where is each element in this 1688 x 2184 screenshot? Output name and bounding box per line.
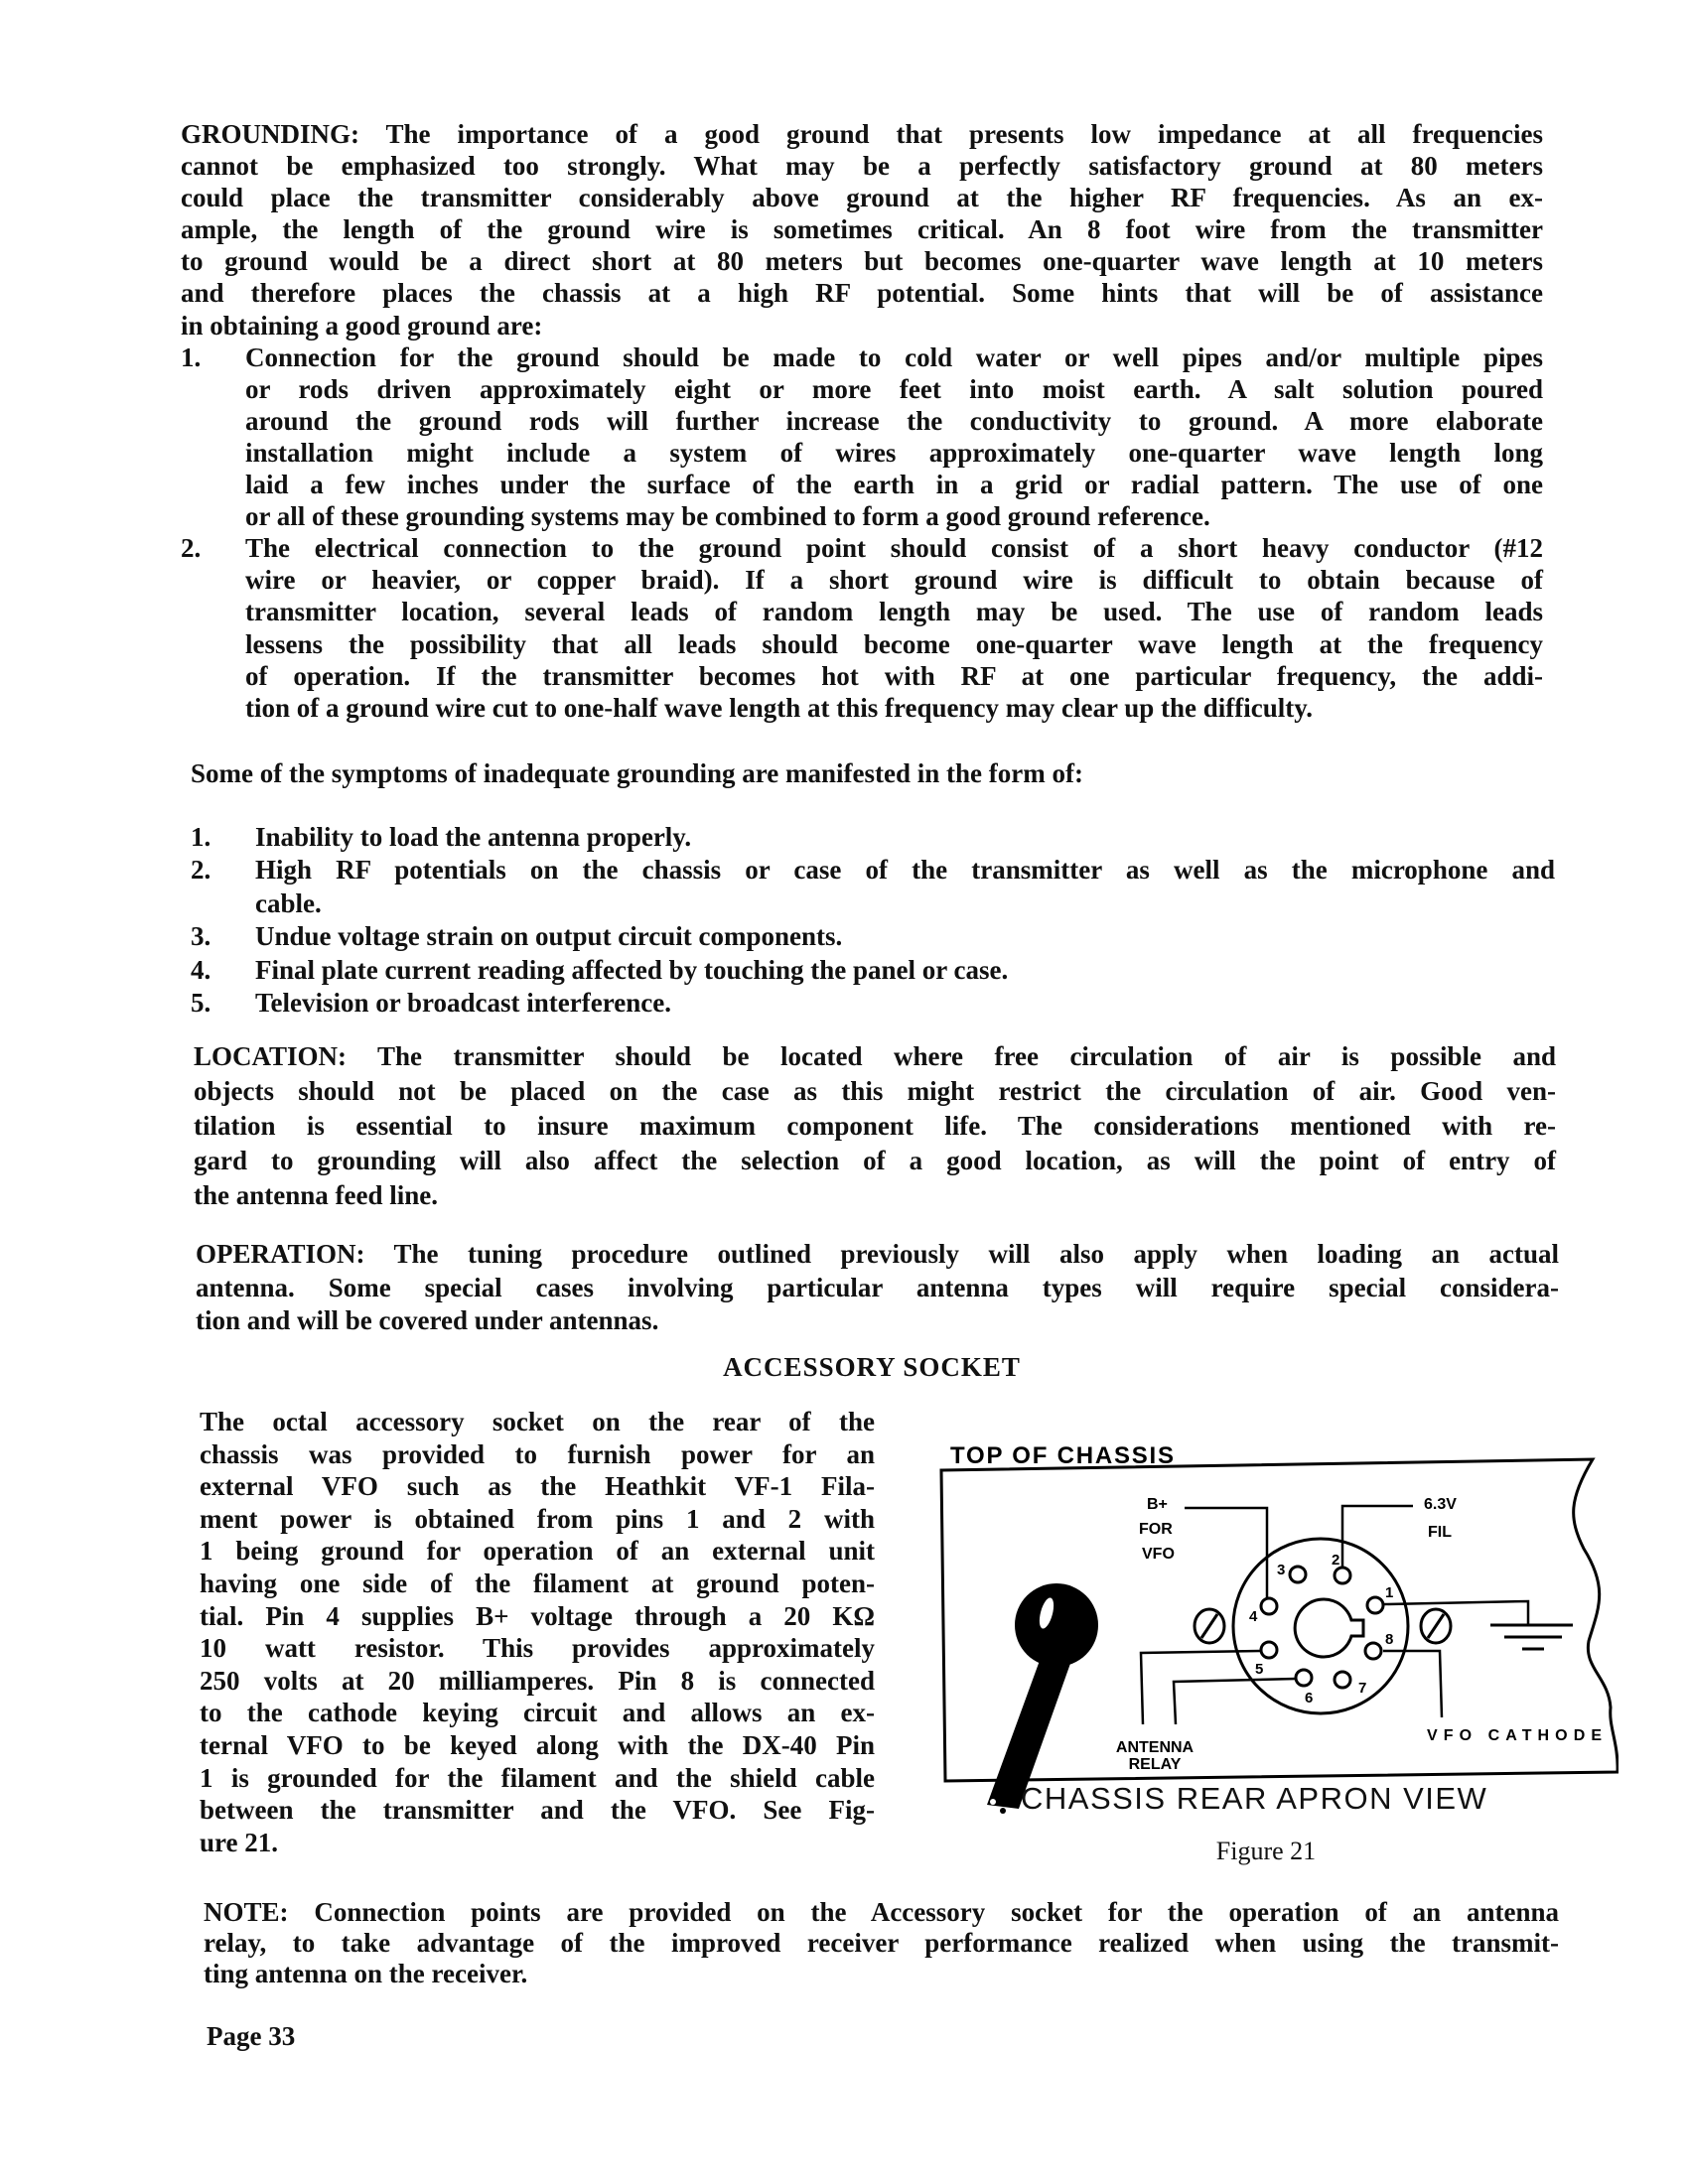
list-item <box>191 821 1555 854</box>
text-line: or all of these grounding systems may be combined to form a good ground reference. <box>245 501 1210 532</box>
text-line: tion and will be covered under antennas. <box>196 1305 659 1335</box>
text-line: lessens the possibility that all leads should become one-quarter wave length at the frequency <box>245 628 1543 659</box>
figure-21-diagram <box>923 1410 1618 1827</box>
text-line: installation might include a system of wires approximately one-quarter wave length long <box>245 437 1543 468</box>
text-line: 10 watt resistor. This provides approximately <box>200 1633 875 1664</box>
pin-label-3: 3 <box>1277 1562 1286 1578</box>
text-line: laid a few inches under the surface of the earth in a grid or radial pattern. The use of one <box>245 470 1543 500</box>
list-item <box>191 954 1555 987</box>
pin-5 <box>1261 1642 1277 1658</box>
list-item <box>181 532 1543 724</box>
pin-6 <box>1296 1670 1312 1686</box>
pin-label-6: 6 <box>1305 1690 1314 1706</box>
text-line: ment power is obtained from pins 1 and 2 with <box>200 1503 875 1534</box>
page-number: Page 33 <box>207 2021 296 2051</box>
text-line: of operation. If the transmitter becomes hot with RF at one particular frequency, the addi- <box>245 660 1543 691</box>
list-item <box>191 987 1555 1020</box>
text-line: objects should not be placed on the case as this might restrict the circulation of air. Good ven- <box>194 1076 1556 1106</box>
bplus-label: VFO <box>1142 1546 1175 1563</box>
wire-pin4-bplus <box>1185 1508 1267 1597</box>
pin-label-5: 5 <box>1255 1661 1264 1678</box>
list-number: 1. <box>191 822 211 852</box>
bplus-label: FOR <box>1139 1521 1173 1538</box>
pin-4 <box>1261 1598 1277 1614</box>
text-line: LOCATION: The transmitter should be located where free circulation of air is possible and <box>194 1041 1556 1071</box>
text-line: chassis was provided to furnish power for an <box>200 1438 875 1469</box>
top-of-chassis-label: TOP OF CHASSIS <box>950 1442 1174 1469</box>
symptoms-list <box>191 821 1555 1020</box>
text-line: or rods driven approximately eight or more feet into moist earth. A salt solution poured <box>245 373 1543 404</box>
antenna-relay-label: RELAY <box>1128 1756 1182 1773</box>
text-line: 1 being ground for operation of an external unit <box>200 1536 875 1567</box>
pin-label-1: 1 <box>1385 1584 1394 1601</box>
list-number: 2. <box>191 855 211 886</box>
text-line: to ground would be a direct short at 80 meters but becomes one-quarter wave length at 10 meters <box>181 246 1543 277</box>
pin-8 <box>1365 1643 1381 1659</box>
text-line: GROUNDING: The importance of a good ground that presents low impedance at all frequencies <box>181 119 1543 149</box>
operation-section <box>196 1238 1559 1338</box>
text-line: 1 is grounded for the filament and the shield cable <box>200 1762 875 1793</box>
pin-3 <box>1290 1567 1306 1582</box>
text-line: external VFO such as the Heathkit VF-1 Fila- <box>200 1471 875 1502</box>
wire-pin8-cathode <box>1383 1651 1442 1717</box>
text-line: between the transmitter and the VFO. See Fig- <box>200 1795 875 1826</box>
text-line: Television or broadcast interference. <box>255 988 671 1019</box>
grounding-section <box>181 118 1543 724</box>
text-line: tial. Pin 4 supplies B+ voltage through a 20 KΩ <box>200 1600 875 1631</box>
text-line: could place the transmitter considerably above ground at the higher RF frequencies. As an ex- <box>181 183 1543 213</box>
accessory-paragraph <box>200 1406 875 1858</box>
pin-label-4: 4 <box>1249 1608 1258 1625</box>
text-line: Undue voltage strain on output circuit components. <box>255 921 843 952</box>
pin-2 <box>1335 1568 1350 1583</box>
antenna-relay-label: ANTENNA <box>1115 1739 1195 1756</box>
text-line: Final plate current reading affected by touching the panel or case. <box>255 954 1009 985</box>
fil-label: FIL <box>1428 1524 1452 1541</box>
text-line: antenna. Some special cases involving particular antenna types will require special considera- <box>196 1272 1559 1302</box>
list-number: 4. <box>191 954 211 985</box>
socket-key-hole <box>1295 1599 1363 1657</box>
text-line: the antenna feed line. <box>194 1180 438 1210</box>
ground-symbol-icon <box>1490 1625 1573 1649</box>
text-line: ure 21. <box>200 1827 278 1857</box>
text-line: tion of a ground wire cut to one-half wave length at this frequency may clear up the difficulty. <box>245 692 1313 723</box>
text-line: and therefore places the chassis at a high RF potential. Some hints that will be of assistance <box>181 278 1543 309</box>
text-line: having one side of the filament at ground poten- <box>200 1568 875 1598</box>
text-line: in obtaining a good ground are: <box>181 310 543 341</box>
text-line: NOTE: Connection points are provided on the Accessory socket for the operation of an antenna <box>204 1897 1559 1927</box>
accessory-socket-heading: ACCESSORY SOCKET <box>723 1352 1021 1382</box>
fil-label: 6.3V <box>1424 1496 1457 1513</box>
text-line: wire or heavier, or copper braid). If a short ground wire is difficult to obtain because of <box>245 565 1543 596</box>
text-line: transmitter location, several leads of random length may be used. The use of random leads <box>245 597 1543 627</box>
text-line: relay, to take advantage of the improved receiver performance realized when using the transmit- <box>204 1928 1559 1958</box>
figure-caption: CHASSIS REAR APRON VIEW <box>1021 1781 1488 1816</box>
text-line: ternal VFO to be keyed along with the DX-40 Pin <box>200 1729 875 1760</box>
text-line: cannot be emphasized too strongly. What may be a perfectly satisfactory ground at 80 meters <box>181 151 1543 182</box>
list-number: 5. <box>191 988 211 1019</box>
list-number: 2. <box>181 533 202 564</box>
text-line: ting antenna on the receiver. <box>204 1959 528 1988</box>
text-line: ample, the length of the ground wire is sometimes critical. An 8 foot wire from the transmitter <box>181 214 1543 245</box>
text-line: to the cathode keying circuit and allows an ex- <box>200 1698 875 1728</box>
pin-label-2: 2 <box>1332 1552 1340 1569</box>
wire-pin2-fil <box>1342 1506 1413 1567</box>
pin-label-8: 8 <box>1385 1631 1394 1648</box>
list-number: 3. <box>191 921 211 952</box>
bplus-label: B+ <box>1147 1496 1168 1513</box>
text-line: 250 volts at 20 milliamperes. Pin 8 is connected <box>200 1665 875 1696</box>
octal-socket <box>1233 1539 1408 1713</box>
text-line: High RF potentials on the chassis or case of the transmitter as well as the microphone and <box>255 855 1555 886</box>
list-item <box>181 341 1543 533</box>
pin-7 <box>1335 1672 1350 1688</box>
text-line: gard to grounding will also affect the selection of a good location, as will the point of entry of <box>194 1146 1556 1175</box>
text-line: around the ground rods will further increase the conductivity to ground. A more elaborate <box>245 405 1543 436</box>
symptoms-intro: Some of the symptoms of inadequate grounding are manifested in the form of: <box>191 758 1083 788</box>
note-section <box>204 1897 1559 1989</box>
text-line: OPERATION: The tuning procedure outlined previously will also apply when loading an actual <box>196 1239 1559 1269</box>
pin-1 <box>1367 1597 1383 1613</box>
location-section <box>194 1039 1556 1213</box>
text-line: Inability to load the antenna properly. <box>255 822 692 852</box>
text-line: The electrical connection to the ground point should consist of a short heavy conductor (#12 <box>245 533 1543 564</box>
list-item <box>191 854 1555 920</box>
pin-label-7: 7 <box>1358 1680 1367 1697</box>
text-line: cable. <box>255 887 322 918</box>
list-item <box>191 920 1555 953</box>
text-line: Connection for the ground should be made to cold water or well pipes and/or multiple pipes <box>245 341 1543 372</box>
vfo-cathode-label: VFO CATHODE <box>1427 1727 1602 1744</box>
text-line: The octal accessory socket on the rear of the <box>200 1407 875 1436</box>
text-line: tilation is essential to insure maximum component life. The considerations mentioned with re- <box>194 1111 1556 1141</box>
figure-label: Figure 21 <box>1215 1837 1317 1865</box>
list-number: 1. <box>181 341 202 372</box>
